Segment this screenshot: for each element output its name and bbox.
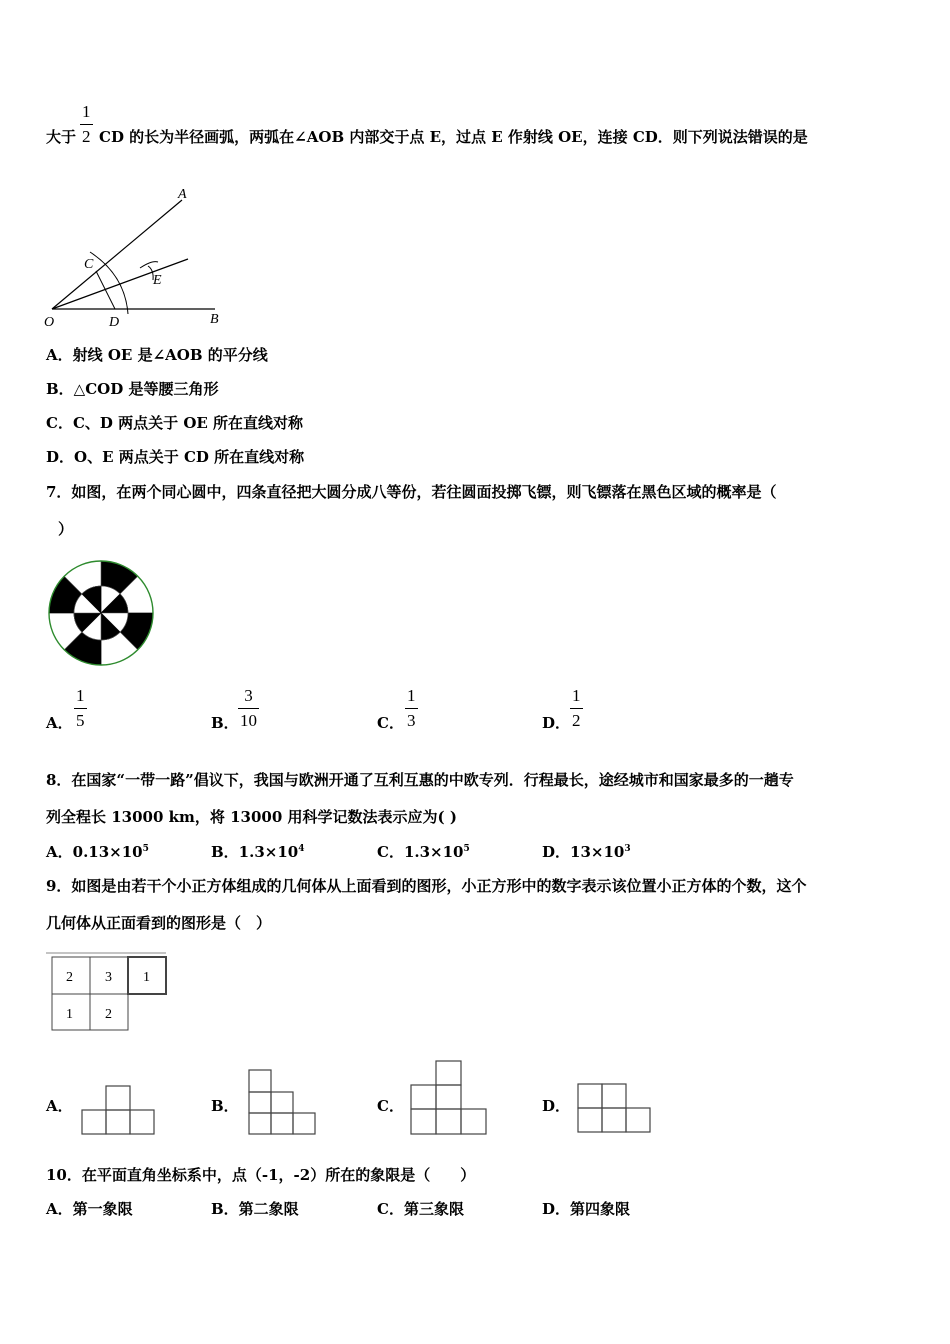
q6-fraction-denominator: 2 — [82, 127, 91, 146]
label-c: C — [84, 257, 94, 272]
fraction-numerator: 1 — [572, 686, 581, 705]
q6-option-b: B．△COD 是等腰三角形 — [46, 380, 219, 398]
ray-oa — [52, 200, 182, 309]
q8-option-d — [542, 843, 631, 861]
grid-cell-r2c1: 1 — [66, 1007, 73, 1022]
q9-option-d-figure — [576, 1082, 654, 1134]
q8-option-d-text: D．13×10 — [542, 843, 625, 861]
q6-fraction-bar — [80, 124, 93, 125]
q9-option-d-label: D． — [542, 1097, 571, 1115]
q6-option-a: A．射线 OE 是∠AOB 的平分线 — [46, 346, 268, 364]
q9-option-a-label: A． — [46, 1097, 73, 1115]
q10-option-d: D．第四象限 — [542, 1200, 631, 1218]
q9-option-c-label: C． — [377, 1097, 404, 1115]
q7-option-c-label: C． — [377, 714, 404, 732]
q9-stem-line1: 9．如图是由若干个小正方体组成的几何体从上面看到的图形，小正方形中的数字表示该位置小正方体的个数，这个 — [46, 877, 807, 895]
label-o: O — [44, 315, 55, 330]
q6-angle-bisector-figure — [40, 180, 240, 335]
q6-option-c: C．C、D 两点关于 OE 所在直线对称 — [46, 414, 304, 432]
grid-cell-r2c2: 2 — [105, 1007, 112, 1022]
q8-option-b-exponent: 4 — [298, 844, 305, 854]
q8-stem-line2: 列全程长 13000 km，将 13000 用科学记数法表示应为( ) — [46, 808, 457, 826]
fraction-bar — [238, 708, 259, 709]
q6-option-d: D．O、E 两点关于 CD 所在直线对称 — [46, 448, 305, 466]
q8-option-b — [211, 843, 304, 861]
q8-option-c-exponent: 5 — [463, 844, 470, 854]
q10-option-b: B．第二象限 — [211, 1200, 299, 1218]
q7-option-b-label: B． — [211, 714, 239, 732]
q8-option-a — [46, 843, 149, 861]
q7-option-a-fraction — [74, 686, 87, 730]
grid-cell-r1c3: 1 — [143, 970, 150, 985]
fraction-bar — [570, 708, 583, 709]
q10-option-a: A．第一象限 — [46, 1200, 133, 1218]
label-b: B — [210, 312, 219, 327]
fraction-bar — [74, 708, 87, 709]
fraction-bar — [405, 708, 418, 709]
label-a: A — [178, 187, 187, 202]
q7-concentric-circles-figure — [46, 558, 156, 668]
q6-fraction-numerator: 1 — [82, 102, 91, 121]
q6-half-fraction — [80, 102, 93, 146]
label-e: E — [153, 273, 162, 288]
q10-stem: 10．在平面直角坐标系中，点（-1，-2）所在的象限是（ ） — [46, 1166, 476, 1184]
fraction-denominator: 3 — [407, 711, 416, 730]
fraction-numerator: 1 — [76, 686, 85, 705]
q6-stem-text: CD 的长为半径画弧，两弧在∠AOB 内部交于点 E，过点 E 作射线 OE，连接 CD．则下列说法错误的是 — [99, 128, 808, 146]
q8-option-c-text: C．1.3×10 — [377, 843, 464, 861]
q7-option-c-fraction — [405, 686, 418, 730]
q8-option-c — [377, 843, 470, 861]
q9-option-a-figure — [80, 1084, 156, 1136]
grid-cell-r1c1: 2 — [66, 970, 73, 985]
fraction-numerator: 1 — [407, 686, 416, 705]
q7-stem-line1: 7．如图，在两个同心圆中，四条直径把大圆分成八等份，若往圆面投掷飞镖，则飞镖落在黑色区域的概率是（ — [46, 483, 777, 501]
q7-option-d-label: D． — [542, 714, 571, 732]
q7-option-a-label: A． — [46, 714, 73, 732]
grid-cell-r1c2: 3 — [105, 970, 112, 985]
q7-option-b-fraction — [238, 686, 259, 730]
q9-option-b-label: B． — [211, 1097, 239, 1115]
q8-stem-line1: 8．在国家“一带一路”倡议下，我国与欧洲开通了互利互惠的中欧专列．行程最长，途经城市和国家最多的一趟专 — [46, 771, 794, 789]
q9-top-view-grid — [46, 953, 171, 1033]
q8-option-a-exponent: 5 — [142, 844, 149, 854]
q6-stem-prefix: 大于 — [46, 128, 77, 146]
q9-option-c-figure — [409, 1059, 489, 1136]
fraction-denominator: 10 — [240, 711, 257, 730]
segment-cd — [96, 271, 115, 309]
fraction-numerator: 3 — [244, 686, 253, 705]
q9-option-b-figure — [247, 1068, 317, 1136]
q8-option-b-text: B．1.3×10 — [211, 843, 299, 861]
q8-option-d-exponent: 3 — [624, 844, 631, 854]
fraction-denominator: 2 — [572, 711, 581, 730]
q10-option-c: C．第三象限 — [377, 1200, 464, 1218]
q7-stem-line2: ） — [58, 520, 74, 538]
label-d: D — [109, 315, 120, 330]
q9-stem-line2: 几何体从正面看到的图形是（ ） — [46, 914, 272, 932]
q7-option-d-fraction — [570, 686, 583, 730]
fraction-denominator: 5 — [76, 711, 85, 730]
q8-option-a-text: A．0.13×10 — [46, 843, 143, 861]
